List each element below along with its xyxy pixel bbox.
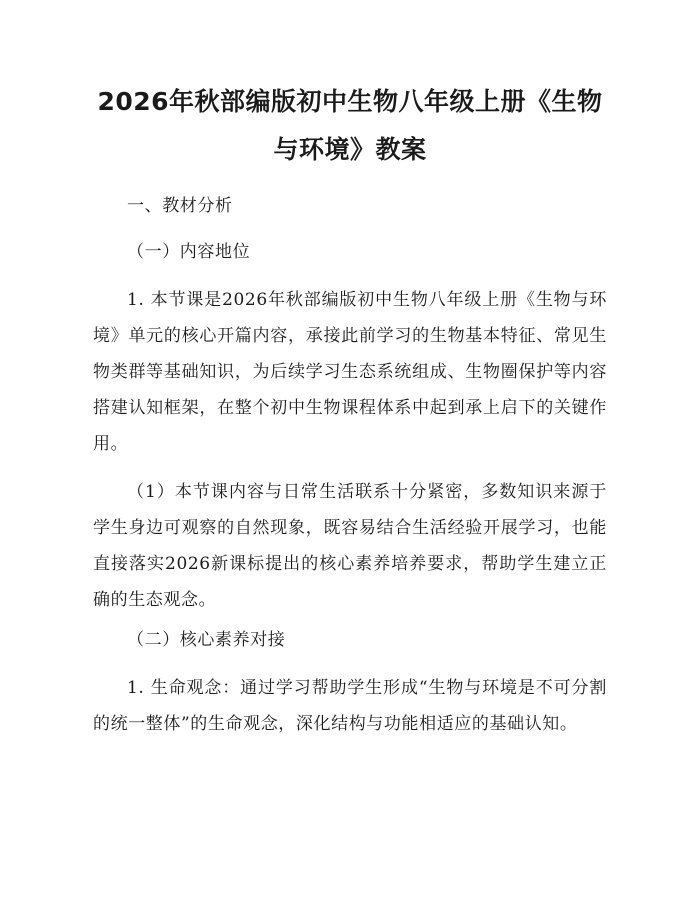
paragraph-life-concept: 1. 生命观念：通过学习帮助学生形成“生物与环境是不可分割的统一整体”的生命观念，深化结构与功能相适应的基础认知。 — [93, 678, 607, 734]
paragraph-content-position: 1. 本节课是2026年秋部编版初中生物八年级上册《生物与环境》单元的核心开篇内容，承接此前学习的生物基本特征、常见生物类群等基础知识，为后续学习生态系统组成、生物圈保护等内容搭建认知框架，在整个初中生物课程体系中起到承上启下的关键作用。 — [93, 290, 607, 454]
document-title: 2026年秋部编版初中生物八年级上册《生物与环境》教案 — [97, 87, 603, 164]
subsection-heading-content-position: （一）内容地位 — [127, 242, 251, 262]
paragraph-daily-life-connection: （1）本节课内容与日常生活联系十分紧密，多数知识来源于学生身边可观察的自然现象，既容易结合生活经验开展学习，也能直接落实2026新课标提出的核心素养培养要求，帮助学生建立正确的生态观念。 — [93, 482, 607, 610]
subsection-heading-core-literacy: （二）核心素养对接 — [127, 630, 286, 650]
section-heading-teaching-material-analysis: 一、教材分析 — [127, 196, 233, 216]
